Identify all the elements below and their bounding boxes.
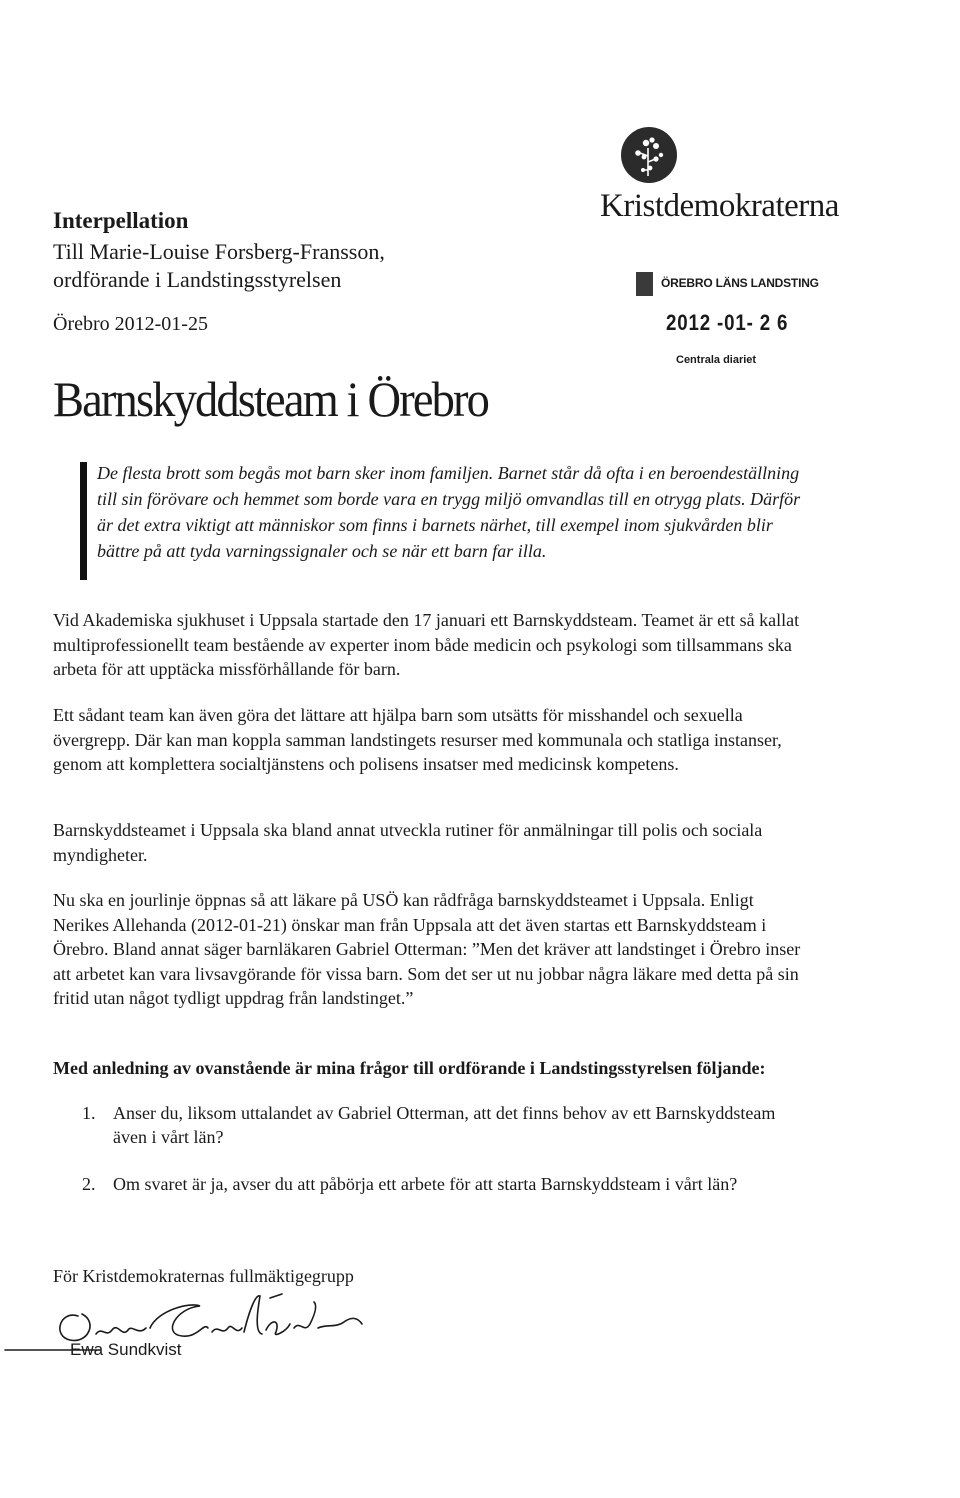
- question-number: 1.: [82, 1103, 96, 1123]
- recipient-line-1: Till Marie-Louise Forsberg-Fransson,: [53, 239, 385, 264]
- body-paragraph: Nu ska en jourlinje öppnas så att läkare på USÖ kan rådfråga barnskyddsteamet i Uppsala. Enligt Nerikes Allehanda (2012-01-21) önskar man från Uppsala att det även startas ett Barnskyddsteam i Örebro. Bland annat säger barnläkaren Gabriel Otterman: ”Men det kräver att landstinget i Örebro inser att arbetet kan vara livsavgörande för vissa barn. Som det ser ut nu jobbar några läkare med detta på sin fritid utan något tydligt uppdrag från landstinget.”: [53, 890, 801, 1008]
- signer-name: Ewa Sundkvist: [70, 1340, 182, 1359]
- county-emblem-icon: [636, 272, 653, 296]
- stamp-department: Centrala diariet: [676, 354, 757, 366]
- page-title: Barnskyddsteam i Örebro: [53, 371, 489, 427]
- question-text: Om svaret är ja, avser du att påbörja ett arbete för att starta Barnskyddsteam i vårt län?: [113, 1174, 738, 1194]
- document-type-label: Interpellation: [53, 208, 189, 233]
- signoff-group: För Kristdemokraternas fullmäktigegrupp: [53, 1266, 354, 1286]
- body-paragraph: Vid Akademiska sjukhuset i Uppsala startade den 17 januari ett Barnskyddsteam. Teamet är ett så kallat multiprofessionellt team bestående av experter inom både medicin och psykologi som tillsammans ska arbeta för att upptäcka missförhållande för barn.: [53, 610, 800, 679]
- intro-paragraph: De flesta brott som begås mot barn sker inom familjen. Barnet står då ofta i en beroendeställning till sin förövare och hemmet som borde vara en trygg miljö omvandlas till en otrygg plats. Därför är det extra viktigt att människor som finns i barnets närhet, till exempel inom sjukvården blir bättre på att tyda varningssignaler och se när ett barn far illa.: [97, 463, 801, 561]
- intro-bar: [80, 462, 87, 580]
- stamp-date: 2012 -01- 2 6: [666, 310, 789, 335]
- questions-heading: Med anledning av ovanstående är mina frågor till ordförande i Landstingsstyrelsen följande:: [53, 1058, 766, 1078]
- stamp-organization: ÖREBRO LÄNS LANDSTING: [661, 276, 819, 290]
- place-date: Örebro 2012-01-25: [53, 313, 208, 335]
- handwritten-signature: [0, 1288, 380, 1368]
- body-paragraph: Barnskyddsteamet i Uppsala ska bland annat utveckla rutiner för anmälningar till polis och sociala myndigheter.: [53, 820, 763, 865]
- recipient-line-2: ordförande i Landstingsstyrelsen: [53, 267, 342, 292]
- question-number: 2.: [82, 1174, 96, 1194]
- flower-logo-icon: [620, 126, 678, 184]
- recipient-block: [53, 238, 385, 294]
- party-name: Kristdemokraterna: [600, 188, 839, 224]
- question-text: Anser du, liksom uttalandet av Gabriel Otterman, att det finns behov av ett Barnskyddsteam även i vårt län?: [113, 1103, 776, 1147]
- body-paragraph: Ett sådant team kan även göra det lättare att hjälpa barn som utsätts för misshandel och sexuella övergrepp. Där kan man koppla samman landstingets resurser med kommunala och statliga instanser, genom att komplettera socialtjänstens och polisens insatser med medicinsk kompetens.: [53, 705, 782, 774]
